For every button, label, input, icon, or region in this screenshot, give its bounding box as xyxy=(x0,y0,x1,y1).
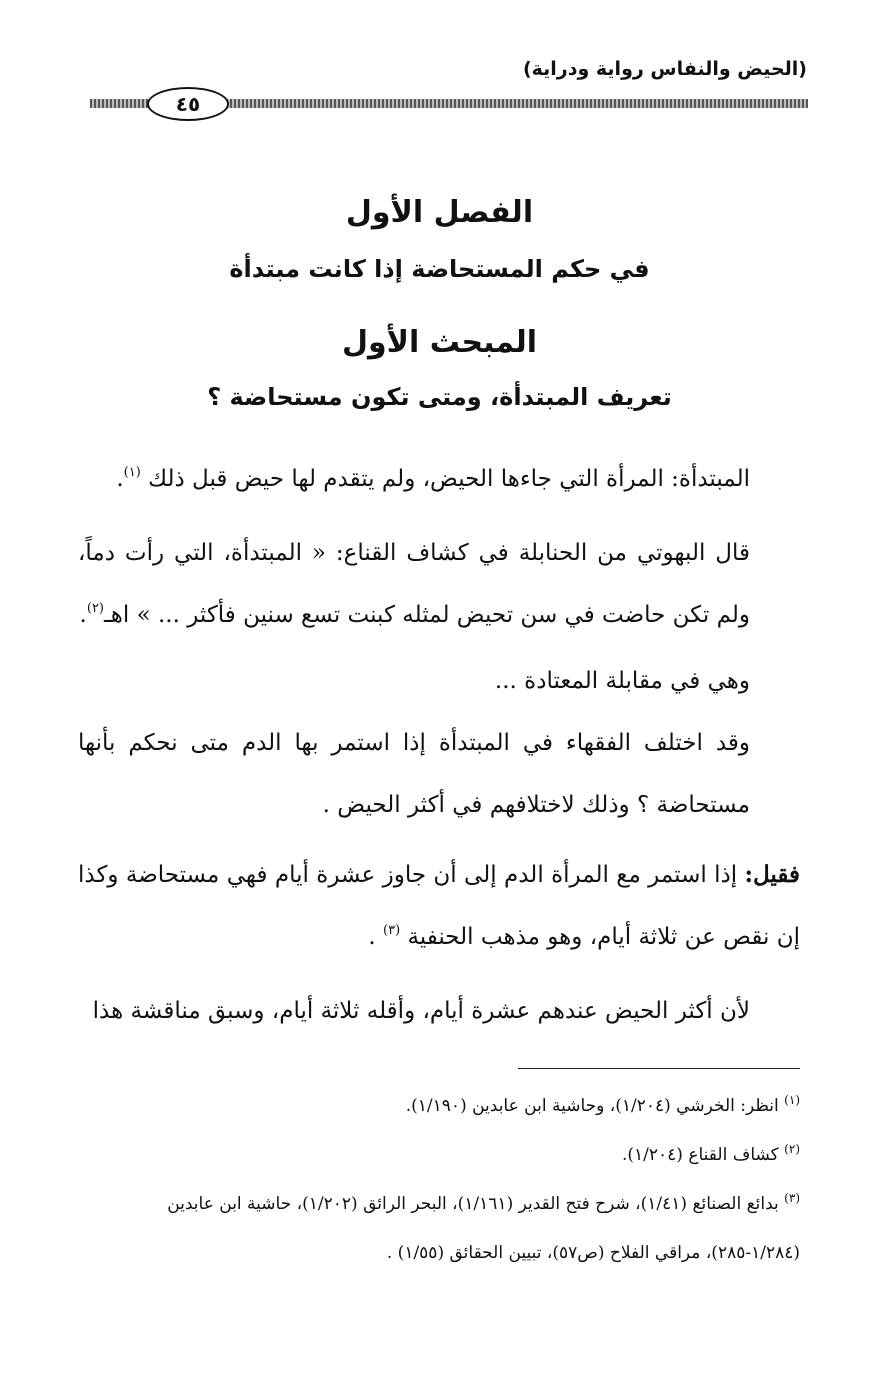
section-title: المبحث الأول xyxy=(341,325,538,360)
paragraph-text: وهي في مقابلة المعتادة ... xyxy=(494,668,750,694)
footnote-text: كشاف القناع (١/٢٠٤). xyxy=(621,1145,785,1165)
paragraph-contrast xyxy=(78,650,800,712)
footnote-mark: (٢) xyxy=(784,1142,800,1156)
paragraph-disagreement xyxy=(78,712,800,836)
chapter-title: الفصل الأول xyxy=(345,195,534,230)
paragraph-text: المبتدأة: المرأة التي جاءها الحيض، ولم يتقدم لها حيض قبل ذلك xyxy=(148,466,750,492)
paragraph-first-opinion xyxy=(78,844,800,972)
punctuation: . xyxy=(368,924,383,950)
punctuation: . xyxy=(79,602,87,628)
footnote-text: انظر: الخرشي (١/٢٠٤)، وحاشية ابن عابدين (١/١٩٠). xyxy=(405,1096,785,1116)
footnote-ref: (٣) xyxy=(383,923,401,938)
paragraph-text: لأن أكثر الحيض عندهم عشرة أيام، وأقله ثلاثة أيام، وسبق مناقشة هذا xyxy=(92,998,750,1024)
footnote-text: بدائع الصنائع (١/٤١)، شرح فتح القدير (١/١٦١)، البحر الرائق (١/٢٠٢)، حاشية ابن عابدين (١/٢٨٤-٢٨٥)، مراقي الفلاح (ص٥٧)، تبيين الحقائق (١/٥٥) . xyxy=(167,1194,800,1263)
footnote-2 xyxy=(78,1131,800,1180)
page-number: ٤٥ xyxy=(147,87,229,121)
footnotes xyxy=(78,1082,800,1277)
footnote-mark: (٣) xyxy=(784,1191,800,1205)
running-title: (الحيض والنفاس رواية ودراية) xyxy=(522,58,807,80)
footnote-ref: (٢) xyxy=(86,601,104,616)
opinion-lead: فقيل: xyxy=(744,861,800,888)
footnote-ref: (١) xyxy=(123,465,141,480)
paragraph-quote xyxy=(78,522,800,650)
body-text xyxy=(78,448,800,1042)
paragraph-text: إذا استمر مع المرأة الدم إلى أن جاوز عشرة أيام فهي مستحاضة وكذا إن نقص عن ثلاثة أيام، وهو مذهب الحنفية xyxy=(78,862,800,950)
footnote-mark: (١) xyxy=(784,1093,800,1107)
footnote-1 xyxy=(78,1082,800,1131)
paragraph-reasoning xyxy=(78,980,800,1042)
paragraph-definition xyxy=(78,448,800,514)
punctuation: . xyxy=(116,466,124,492)
section-subtitle: تعريف المبتدأة، ومتى تكون مستحاضة ؟ xyxy=(207,383,672,411)
paragraph-text: قال البهوتي من الحنابلة في كشاف القناع: « المبتدأة، التي رأت دماً، ولم تكن حاضت في سن تحيض لمثله كبنت تسع سنين فأكثر ... » اهـ xyxy=(78,540,750,628)
paragraph-text: وقد اختلف الفقهاء في المبتدأة إذا استمر بها الدم متى نحكم بأنها مستحاضة ؟ وذلك لاختلافهم في أكثر الحيض . xyxy=(78,730,750,818)
footnote-3 xyxy=(78,1180,800,1277)
footnote-separator xyxy=(518,1068,800,1069)
chapter-subtitle: في حكم المستحاضة إذا كانت مبتدأة xyxy=(229,255,650,283)
